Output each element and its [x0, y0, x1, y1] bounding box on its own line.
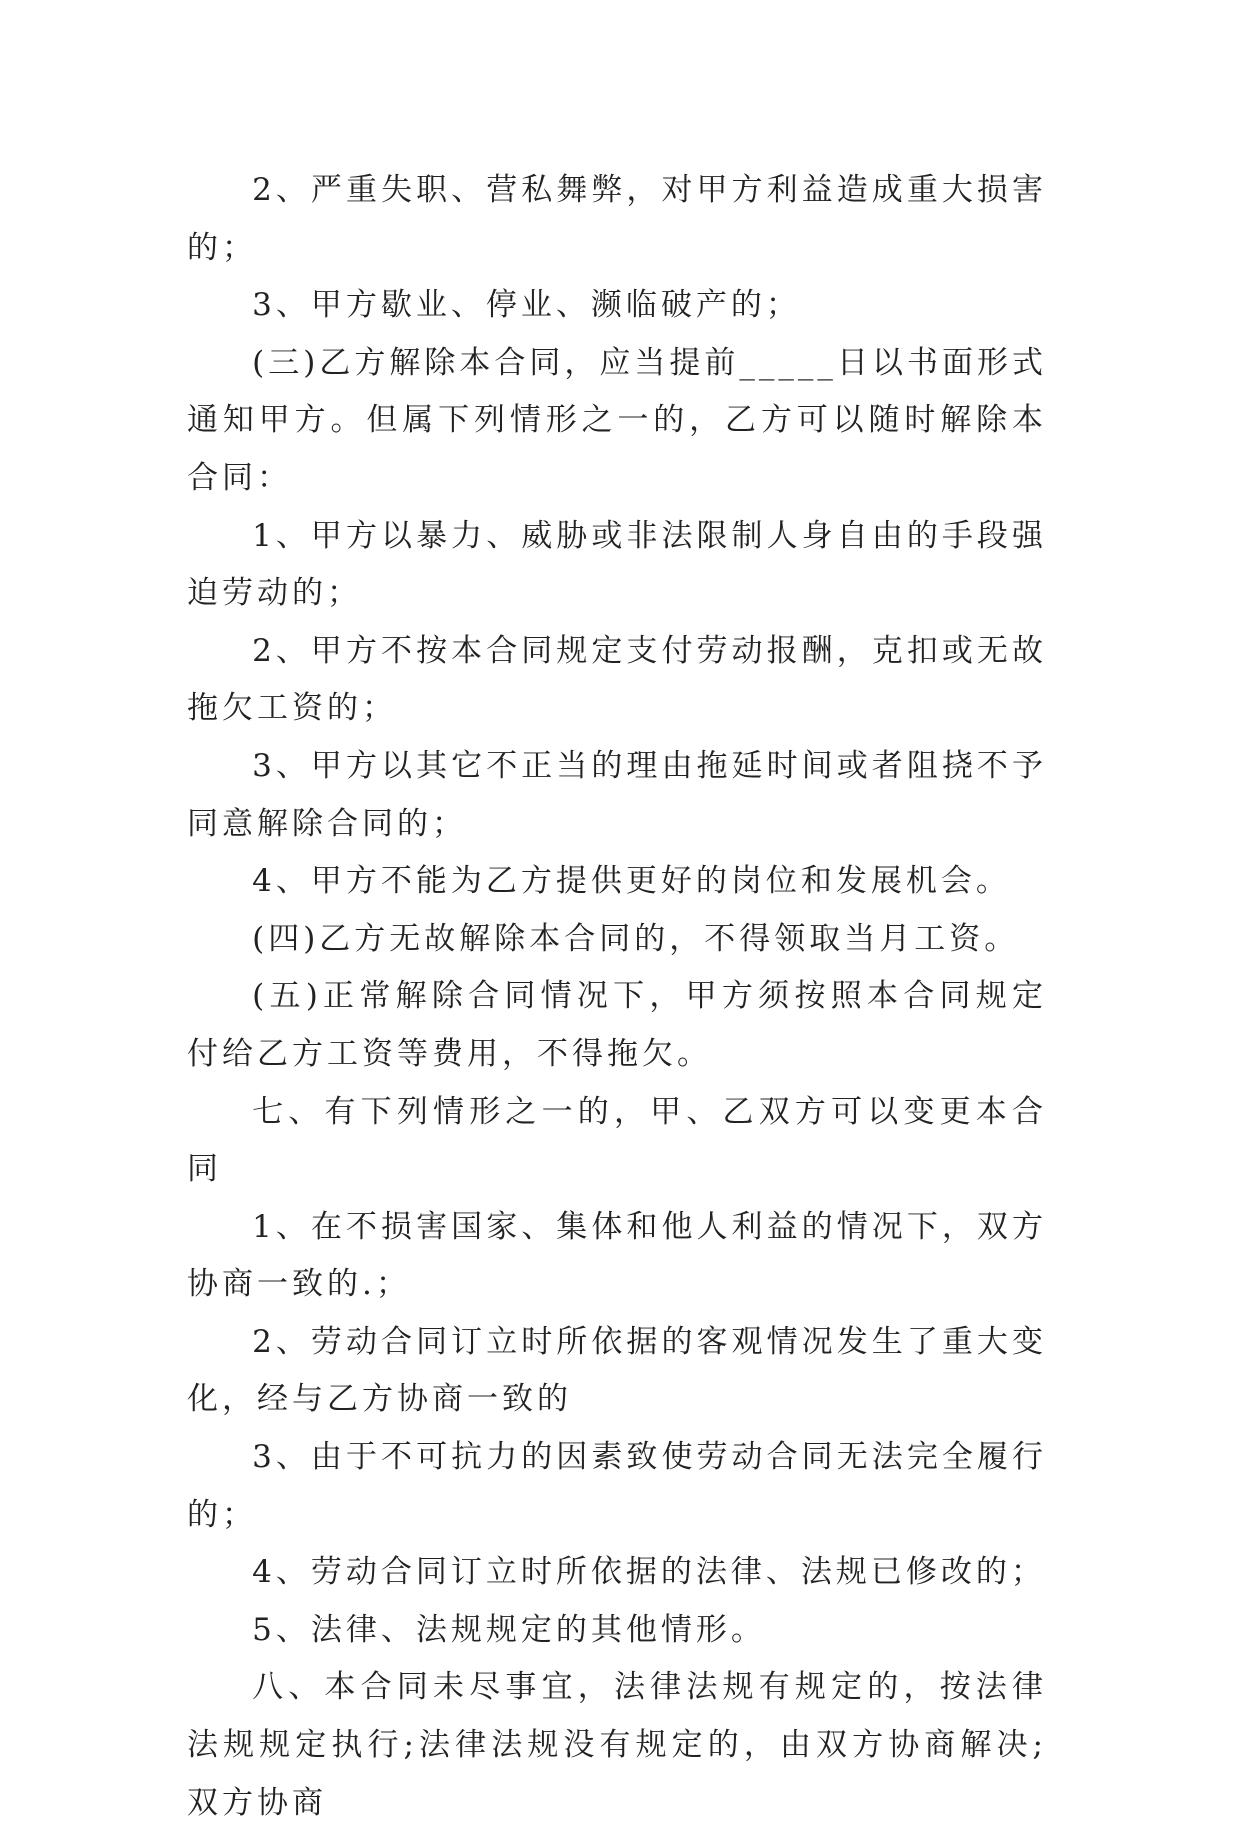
paragraph-article-7-item-2: 2、劳动合同订立时所依据的客观情况发生了重大变化，经与乙方协商一致的: [187, 1323, 1047, 1418]
contract-text: [187, 162, 1047, 1832]
paragraph-item-3-obstruction: 3、甲方以其它不正当的理由拖延时间或者阻挠不予同意解除合同的；: [187, 747, 1047, 842]
paragraph-article-7-heading: 七、有下列情形之一的，甲、乙双方可以变更本合同: [187, 1093, 1047, 1188]
paragraph-item-2-unpaid-wages: 2、甲方不按本合同规定支付劳动报酬，克扣或无故拖欠工资的；: [187, 632, 1047, 727]
paragraph-clause-2-misconduct: 2、严重失职、营私舞弊，对甲方利益造成重大损害的；: [187, 172, 1047, 266]
paragraph-item-1-forced-labor: 1、甲方以暴力、威胁或非法限制人身自由的手段强迫劳动的；: [187, 517, 1047, 612]
paragraph-clause-3-bankruptcy: 3、甲方歇业、停业、濒临破产的；: [252, 287, 801, 324]
paragraph-item-4-no-opportunity: 4、甲方不能为乙方提供更好的岗位和发展机会。: [252, 863, 1011, 900]
paragraph-article-7-item-3: 3、由于不可抗力的因素致使劳动合同无法完全履行的；: [187, 1439, 1047, 1533]
paragraph-section-3-employee-termination: (三)乙方解除本合同，应当提前_____日以书面形式通知甲方。但属下列情形之一的，乙方可以随时解除本合同：: [187, 344, 1047, 496]
paragraph-section-4-unjustified-termination: (四)乙方无故解除本合同的，不得领取当月工资。: [252, 920, 1020, 957]
paragraph-article-7-item-1: 1、在不损害国家、集体和他人利益的情况下，双方协商一致的.；: [187, 1208, 1047, 1303]
paragraph-article-8: 八、本合同未尽事宜，法律法规有规定的，按法律法规规定执行;法律法规没有规定的，由双方协商解决;双方协商: [187, 1669, 1047, 1821]
paragraph-section-5-normal-termination: (五)正常解除合同情况下，甲方须按照本合同规定付给乙方工资等费用，不得拖欠。: [187, 978, 1047, 1072]
paragraph-article-7-item-4: 4、劳动合同订立时所依据的法律、法规已修改的；: [252, 1554, 1046, 1591]
paragraph-article-7-item-5: 5、法律、法规规定的其他情形。: [252, 1611, 766, 1648]
